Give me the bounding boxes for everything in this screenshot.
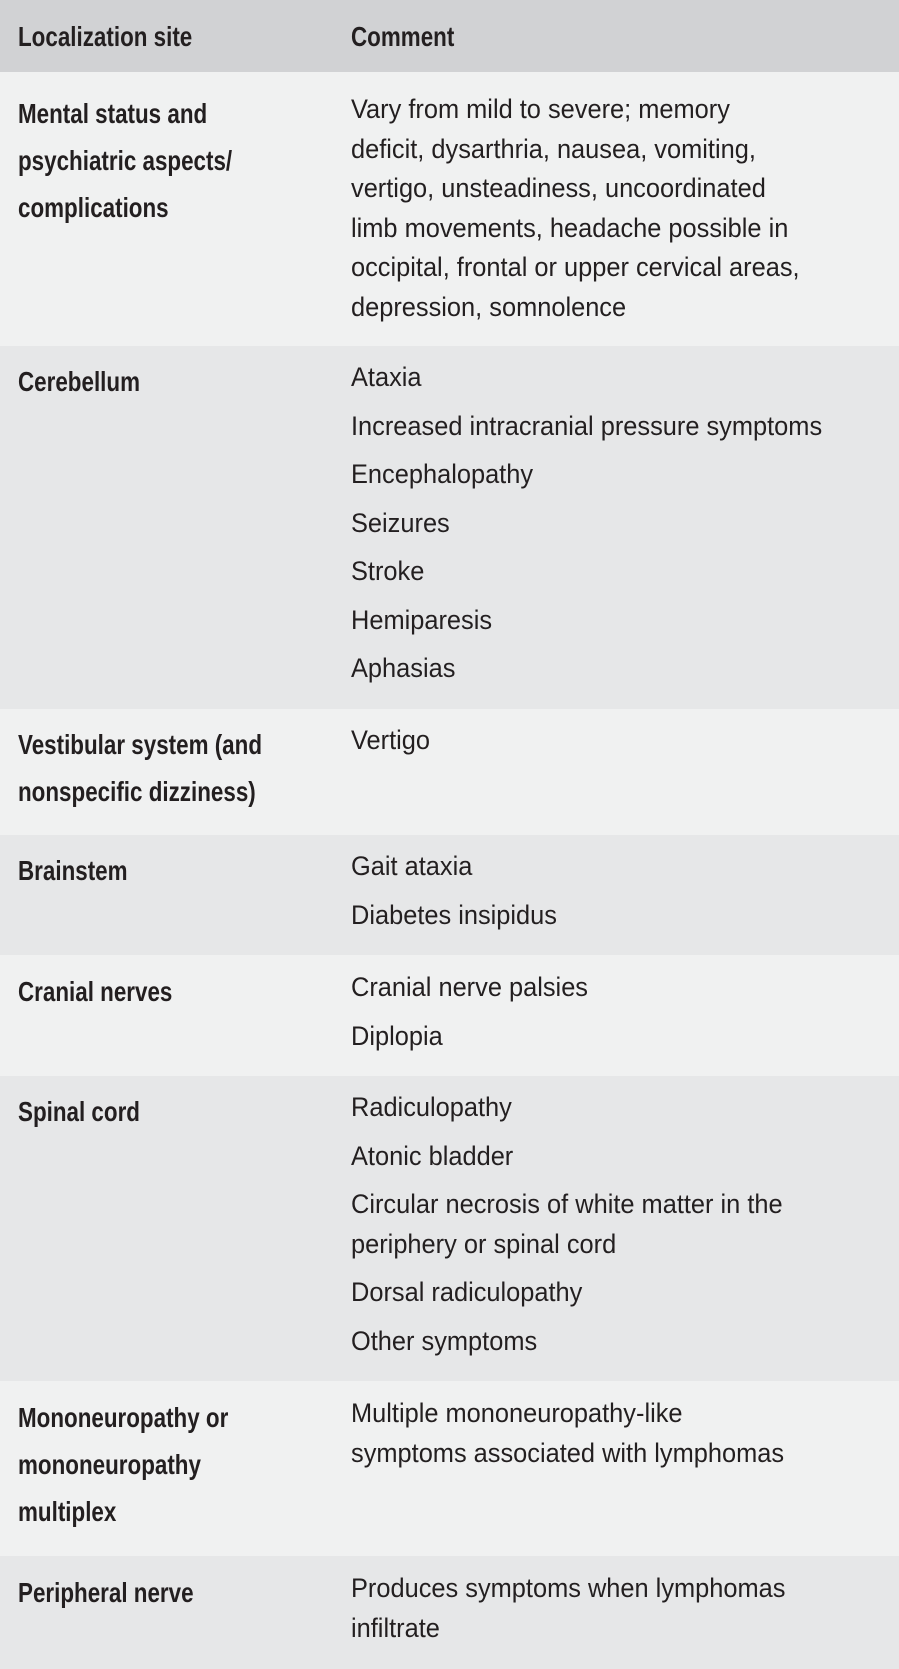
- site-line: mononeuropathy: [18, 1449, 201, 1480]
- comment-item: Stroke: [351, 556, 425, 586]
- comment-cell: [351, 721, 859, 761]
- comment-item: Encephalopathy: [351, 459, 534, 489]
- site-line: Spinal cord: [18, 1096, 140, 1127]
- site-line: Brainstem: [18, 855, 128, 886]
- comment-line: depression, somnolence: [351, 291, 627, 322]
- site-cell: [18, 968, 266, 1015]
- table-header: [0, 0, 899, 72]
- site-cell: [18, 1394, 266, 1535]
- comment-line: Vary from mild to severe; memory: [351, 94, 730, 124]
- site-cell: [18, 1569, 266, 1616]
- comment-item: Diabetes insipidus: [351, 899, 557, 930]
- site-line: Mononeuropathy or: [18, 1402, 229, 1433]
- comment-line: symptoms associated with lymphomas: [351, 1437, 785, 1468]
- site-line: nonspecific dizziness): [18, 776, 256, 807]
- site-line: Peripheral nerve: [18, 1577, 194, 1608]
- table-row-mental-status: [0, 72, 899, 346]
- table-row-mononeuropathy: [0, 1381, 899, 1556]
- table-row-cranial-nerves: [0, 955, 899, 1076]
- comment-cell: [351, 90, 859, 327]
- table-row-spinal-cord: [0, 1076, 899, 1381]
- comment-cell: [351, 358, 859, 689]
- site-cell: [18, 358, 266, 405]
- comment-item: Diplopia: [351, 1020, 443, 1051]
- table-row-peripheral-nerve: [0, 1556, 899, 1669]
- comment-line: occipital, frontal or upper cervical areas,: [351, 252, 800, 282]
- site-cell: [18, 90, 266, 231]
- comment-item: Seizures: [351, 507, 450, 538]
- site-cell: [18, 1088, 266, 1135]
- site-cell: [18, 847, 266, 894]
- comment-line: infiltrate: [351, 1612, 440, 1643]
- table-row-vestibular-system: [0, 709, 899, 835]
- site-line: Cranial nerves: [18, 976, 173, 1007]
- comment-line: Multiple mononeuropathy-like: [351, 1398, 683, 1428]
- table-row-cerebellum: [0, 346, 899, 709]
- comment-item: Cranial nerve palsies: [351, 972, 588, 1002]
- site-cell: [18, 721, 266, 815]
- comment-cell: [351, 1569, 859, 1648]
- comment-item: Ataxia: [351, 362, 422, 392]
- comment-line: limb movements, headache possible in: [351, 212, 789, 243]
- comment-item: Aphasias: [351, 653, 456, 683]
- comment-line: deficit, dysarthria, nausea, vomiting,: [351, 133, 756, 164]
- comment-item: Radiculopathy: [351, 1092, 512, 1122]
- header-localization-site: Localization site: [18, 21, 193, 52]
- comment-item: Circular necrosis of white matter in the periphery or spinal cord: [351, 1189, 783, 1259]
- site-line: multiplex: [18, 1496, 117, 1527]
- comment-item: Gait ataxia: [351, 851, 473, 881]
- site-line: Mental status and: [18, 98, 208, 129]
- site-line: complications: [18, 192, 169, 223]
- site-line: Vestibular system (and: [18, 729, 263, 760]
- header-comment: Comment: [351, 21, 455, 52]
- comment-line: vertigo, unsteadiness, uncoordinated: [351, 173, 766, 203]
- site-line: psychiatric aspects/: [18, 145, 233, 176]
- comment-item: Increased intracranial pressure symptoms: [351, 410, 823, 441]
- comment-item: Other symptoms: [351, 1325, 538, 1356]
- comment-item: Atonic bladder: [351, 1140, 514, 1171]
- comment-cell: [351, 847, 859, 935]
- table-row-brainstem: [0, 835, 899, 955]
- comment-item: Vertigo: [351, 725, 431, 755]
- comment-cell: [351, 1394, 859, 1473]
- comment-line: Produces symptoms when lymphomas: [351, 1573, 786, 1603]
- comment-cell: [351, 1088, 859, 1361]
- comment-cell: [351, 968, 859, 1056]
- site-line: Cerebellum: [18, 366, 140, 397]
- comment-item: Dorsal radiculopathy: [351, 1277, 583, 1307]
- comment-item: Hemiparesis: [351, 604, 493, 635]
